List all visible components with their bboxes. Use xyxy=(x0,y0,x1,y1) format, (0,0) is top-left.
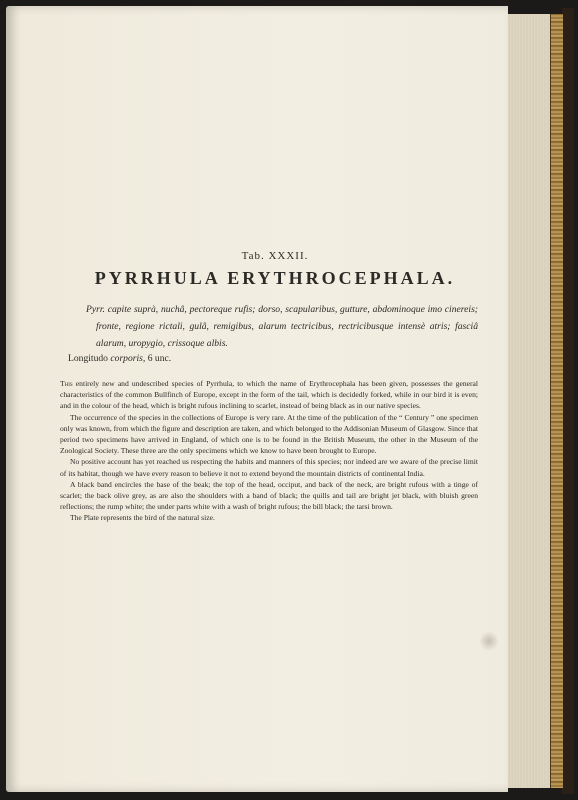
paragraph-description-text: entirely new and undescribed species of Pyrrhula, to which the name of Erythrocephala has been given, possesses the general characteristics of the common Bullfinch of Europe, except in the form of the tail, which is decidedly forked, while in our bird it is even; and in the colour of the head, which is bright rufous inclining to scarlet, instead of being black as in our native species. xyxy=(60,379,478,411)
paragraph-occurrence: The occurrence of the species in the collections of Europe is very rare. At the time of the publication of the “ Century ” one specimen only was known, from which the figure and description are taken, and which belonged to the Addisonian Museum of Glasgow. Since that period two specimens have arrived in England, of which one is to be found in the British Museum, the other in the Museum of the Zoological Society. These three are the only specimens which we know to have been brought to Europe. xyxy=(60,412,478,456)
page-edges xyxy=(506,14,551,788)
longitudo-label: Longitudo xyxy=(68,353,108,364)
species-title: PYRRHULA ERYTHROCEPHALA. xyxy=(94,268,456,288)
gilt-page-edge xyxy=(550,14,563,788)
book-cover-edge xyxy=(562,8,574,794)
paragraph-plumage: A black band encircles the base of the beak; the top of the head, occiput, and back of the neck, are bright rufous with a tinge of scarlet; the back olive grey, as are also the shoulders with a band of black; the quills and tail are bright jet black, with bluish green reflections; the rump white; the under parts white with a wash of bright rufous; the bill black; the tarsi brown. xyxy=(60,479,478,512)
paragraph-description xyxy=(60,378,478,412)
longitudo-corporis: corporis, xyxy=(110,353,146,364)
paragraph-lead-word: This xyxy=(60,379,73,388)
page-smudge xyxy=(480,630,498,652)
latin-diagnosis: Pyrr. capite suprà, nuchâ, pectoreque rufis; dorso, scapularibus, gutture, abdominoque imo cinereis; fronte, regione rictali, gulâ, remigibus, alarum tectricibus, rectricibusque intensè atris; fasciâ alarum, uropygio, crissoque albis. xyxy=(86,304,478,349)
page-content xyxy=(60,250,478,524)
body-length xyxy=(68,353,478,364)
longitudo-value: 6 unc. xyxy=(147,353,172,364)
paragraph-habits: No positive account has yet reached us respecting the habits and manners of this species; nor indeed are we aware of the precise limit of its habitat, though we have every reason to believe it not to extend beyond the mountain districts of continental India. xyxy=(60,457,478,478)
plate-number: Tab. XXXII. xyxy=(241,250,309,262)
paragraph-plate-note: The Plate represents the bird of the natural size. xyxy=(70,513,215,523)
